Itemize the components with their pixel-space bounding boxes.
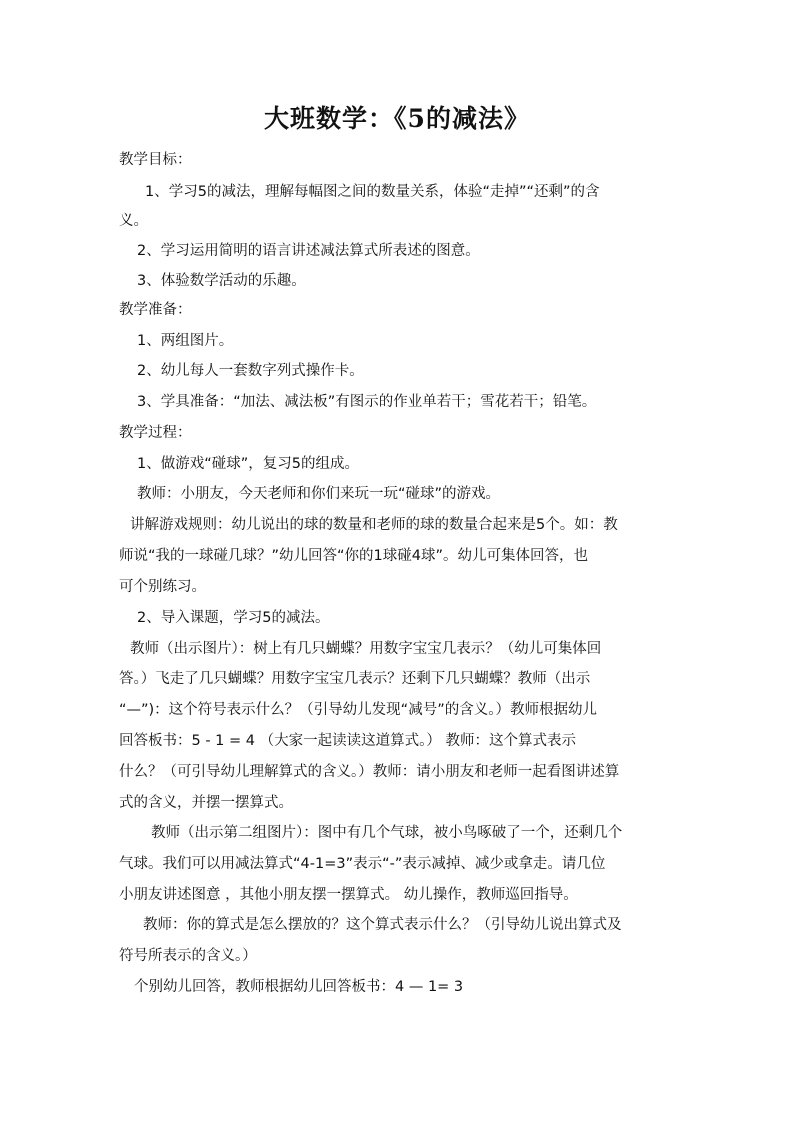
text-line: 2、幼儿每人一套数字列式操作卡。 — [137, 363, 364, 379]
text-line: 2、导入课题，学习5的减法。 — [137, 610, 330, 626]
text-line: 教师（出示图片）：树上有几只蝴蝶？用数字宝宝几表示？（幼儿可集体回 — [130, 641, 602, 657]
document-title: 大班数学：《5的减法》 — [264, 104, 530, 133]
text-line: 师说“我的一球碰几球？”幼儿回答“你的1球碰4球”。幼儿可集体回答，也 — [119, 548, 588, 564]
text-line: 教学准备： — [119, 302, 192, 318]
text-line: 答。）飞走了几只蝴蝶？用数字宝宝几表示？还剩下几只蝴蝶？教师（出示 — [119, 671, 591, 687]
text-line: 1、学习5的减法，理解每幅图之间的数量关系，体验“走掉”“还剩”的含 — [145, 184, 600, 200]
text-line: 个别幼儿回答，教师根据幼儿回答板书：4 — 1= 3 — [134, 979, 464, 995]
text-line: 1、做游戏“碰球”，复习5的组成。 — [137, 456, 359, 472]
text-line: 什么？（可引导幼儿理解算式的含义。）教师：请小朋友和老师一起看图讲述算 — [119, 764, 620, 780]
text-line: 小朋友讲述图意 ，其他小朋友摆一摆算式。 幼儿操作，教师巡回指导。 — [119, 887, 578, 903]
text-line: 义。 — [119, 213, 148, 229]
text-line: 符号所表示的含义。） — [119, 948, 257, 964]
text-line: 教师：你的算式是怎么摆放的？这个算式表示什么？（引导幼儿说出算式及 — [143, 917, 622, 933]
text-line: 3、体验数学活动的乐趣。 — [137, 273, 306, 289]
text-line: 教学过程： — [119, 425, 192, 441]
text-line: 2、学习运用简明的语言讲述减法算式所表述的图意。 — [137, 243, 480, 259]
text-line: 教师：小朋友，今天老师和你们来玩一玩“碰球”的游戏。 — [137, 486, 501, 502]
text-line: 回答板书：5 - 1 = 4 （大家一起读读这道算式。） 教师：这个算式表示 — [119, 733, 576, 749]
text-line: 教学目标： — [119, 152, 192, 168]
text-line: 可个别练习。 — [119, 579, 206, 595]
text-line: 1、两组图片。 — [137, 333, 234, 349]
text-line: 气球。我们可以用减法算式“4-1=3”表示“-”表示减掉、减少或拿走。请几位 — [119, 856, 606, 872]
text-line: 3、学具准备：“加法、减法板”有图示的作业单若干；雪花若干；铅笔。 — [137, 394, 597, 410]
text-line: 式的含义，并摆一摆算式。 — [119, 795, 293, 811]
text-line: 教师（出示第二组图片）：图中有几个气球，被小鸟啄破了一个，还剩几个 — [151, 825, 623, 841]
text-line: “—”)：这个符号表示什么？（引导幼儿发现“减号”的含义。）教师根据幼儿 — [119, 702, 597, 718]
text-line: 讲解游戏规则：幼儿说出的球的数量和老师的球的数量合起来是5个。如：教 — [130, 517, 618, 533]
